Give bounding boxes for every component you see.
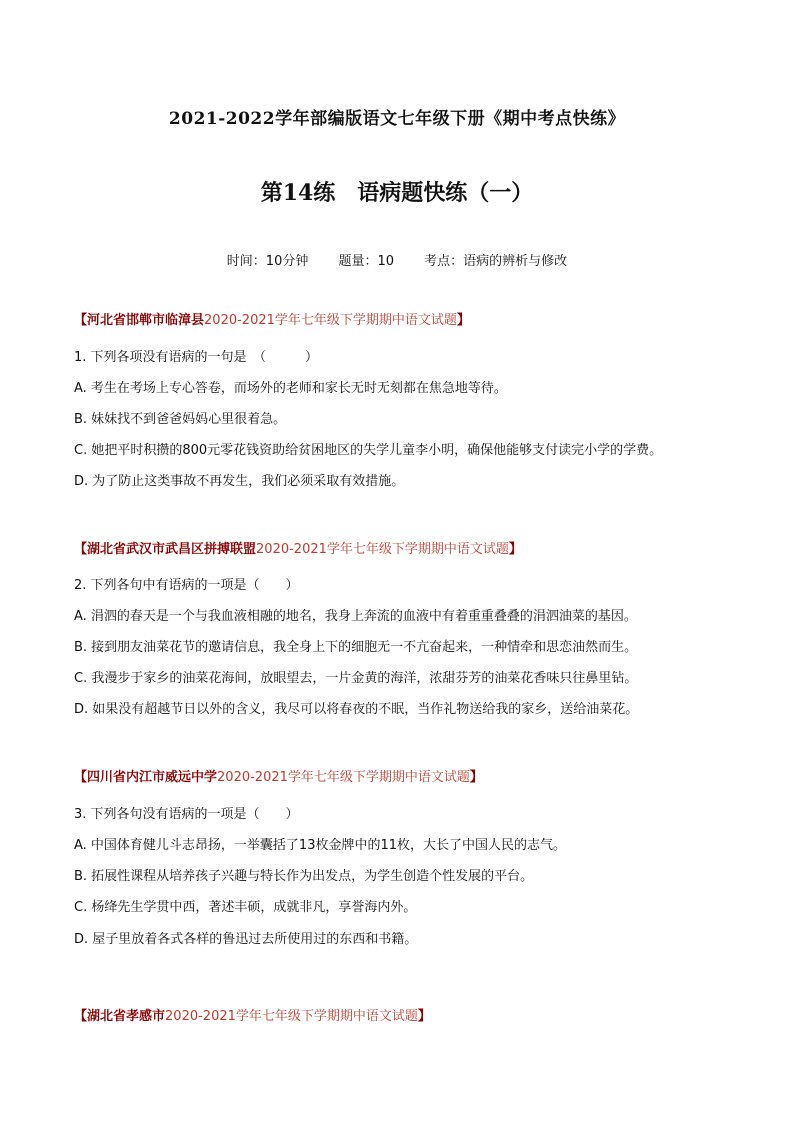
option-d: D. 为了防止这类事故不再发生，我们必须采取有效措施。 [74,474,405,489]
source-label: 【湖北省孝感市2020-2021学年七年级下学期期中语文试题】 [74,1009,431,1024]
source-region: 河北省邯郸市临漳县 [87,313,205,328]
question-stem: 3. 下列各句没有语病的一项是（ ） [74,807,299,822]
option-a: A. 中国体育健儿斗志昂扬，一举囊括了13枚金牌中的11枚，大长了中国人民的志气。 [74,838,567,853]
option-a: A. 考生在考场上专心答卷，而场外的老师和家长无时无刻都在焦急地等待。 [74,381,507,396]
option-b: B. 妹妹找不到爸爸妈妈心里很着急。 [74,412,287,427]
question-count: 题量：10 [338,254,395,269]
source-region: 湖北省孝感市 [87,1009,166,1024]
option-a: A. 涓泗的春天是一个与我血液相融的地名，我身上奔流的血液中有着重重叠叠的涓泗油菜的基因。 [74,609,637,624]
source-label: 【四川省内江市威远中学2020-2021学年七年级下学期期中语文试题】 [74,770,483,785]
option-b: B. 拓展性课程从培养孩子兴趣与特长作为出发点，为学生创造个性发展的平台。 [74,869,534,884]
exercise-meta [0,250,794,269]
source-exam: 2020-2021学年七年级下学期期中语文试题 [256,542,509,557]
document-subtitle: 第14练 语病题快练（一） [260,180,534,206]
document-title: 2021-2022学年部编版语文七年级下册《期中考点快练》 [168,109,626,129]
option-c: C. 我漫步于家乡的油菜花海间，放眼望去，一片金黄的海洋，浓甜芬芳的油菜花香味只往鼻里钻。 [74,671,638,686]
source-label: 【河北省邯郸市临漳县2020-2021学年七年级下学期期中语文试题】 [74,313,470,328]
source-region: 湖北省武汉市武昌区拼搏联盟 [87,542,257,557]
option-d: D. 屋子里放着各式各样的鲁迅过去所使用过的东西和书籍。 [74,932,418,947]
source-exam: 2020-2021学年七年级下学期期中语文试题 [204,313,457,328]
time-limit: 时间：10分钟 [226,254,309,269]
source-exam: 2020-2021学年七年级下学期期中语文试题 [165,1009,418,1024]
option-c: C. 杨绛先生学贯中西，著述丰硕，成就非凡，享誉海内外。 [74,900,417,915]
source-label: 【湖北省武汉市武昌区拼搏联盟2020-2021学年七年级下学期期中语文试题】 [74,542,522,557]
source-exam: 2020-2021学年七年级下学期期中语文试题 [217,770,470,785]
question-stem: 1. 下列各项没有语病的一句是 （ ） [74,350,319,365]
question-stem: 2. 下列各句中有语病的一项是（ ） [74,578,299,593]
option-d: D. 如果没有超越节日以外的含义，我尽可以将春夜的不眠，当作礼物送给我的家乡，送给油菜花。 [74,702,639,717]
source-region: 四川省内江市威远中学 [87,770,218,785]
option-b: B. 接到朋友油菜花节的邀请信息，我全身上下的细胞无一不亢奋起来，一种情牵和思恋油然而生。 [74,640,638,655]
exam-topic: 考点：语病的辨析与修改 [424,254,568,269]
option-c: C. 她把平时积攒的800元零花钱资助给贫困地区的失学儿童李小明，确保他能够支付读完小学的学费。 [74,443,663,458]
